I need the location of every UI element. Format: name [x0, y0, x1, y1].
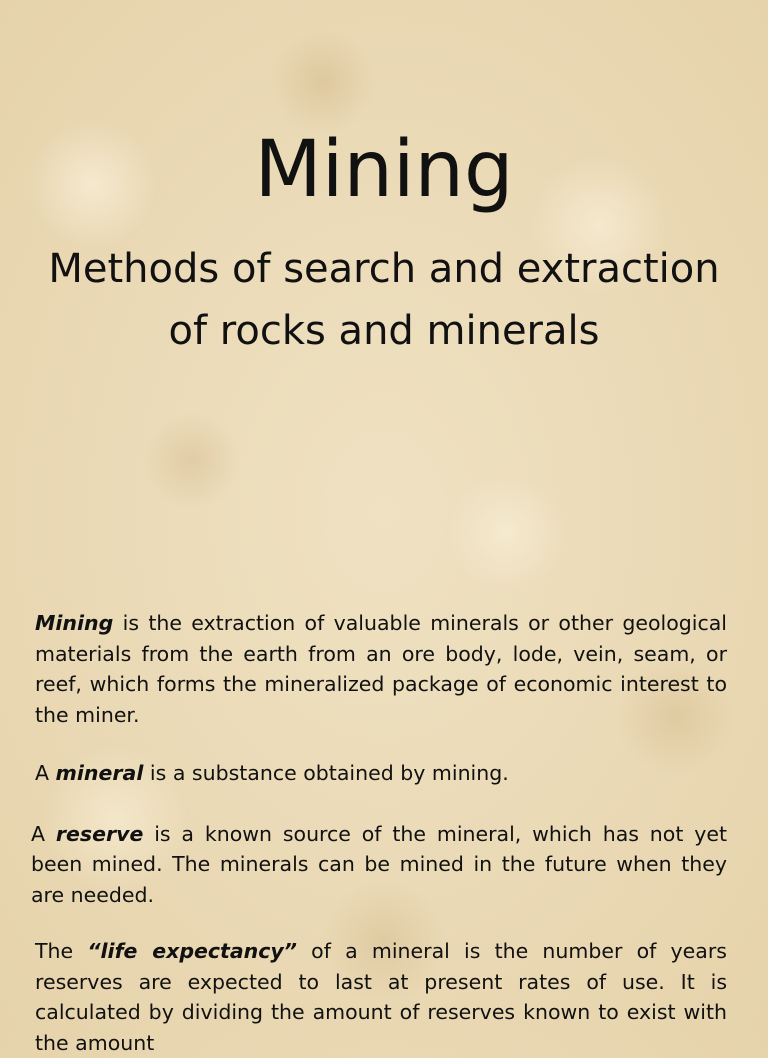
paragraph-life-text: of a mineral is the number of years reserves are expected to last at present rates of use. It is calculated by dividing the amount of reserves known to exist with the amount [35, 939, 727, 1055]
page-subtitle [20, 238, 748, 362]
paragraph-mineral [35, 758, 727, 789]
subtitle-line-1: Methods of search and extraction [48, 246, 720, 292]
paragraph-life-prefix: The [35, 939, 88, 963]
definitions-slide [31, 608, 727, 1058]
term-mining: Mining [35, 611, 114, 635]
term-reserve: reserve [55, 821, 144, 846]
paragraph-reserve-prefix: A [31, 821, 56, 846]
paragraph-mining-text: is the extraction of valuable minerals or other geological materials from the earth from an ore body, lode, vein, seam, or reef, which forms the mineralized package of economic interest to the miner. [35, 611, 727, 727]
page-title: Mining [254, 125, 514, 215]
term-life-expectancy: “life expectancy” [87, 939, 297, 963]
paragraph-reserve [31, 819, 727, 911]
paragraph-mineral-text: is a substance obtained by mining. [143, 761, 509, 785]
paragraph-mining [35, 608, 727, 730]
subtitle-line-2: of rocks and minerals [168, 308, 600, 354]
paragraph-life-expectancy [35, 936, 727, 1058]
paragraph-mineral-prefix: A [35, 761, 56, 785]
paragraph-reserve-text: is a known source of the mineral, which has not yet been mined. The minerals can be mined in the future when they are needed. [31, 821, 727, 907]
term-mineral: mineral [55, 761, 144, 785]
